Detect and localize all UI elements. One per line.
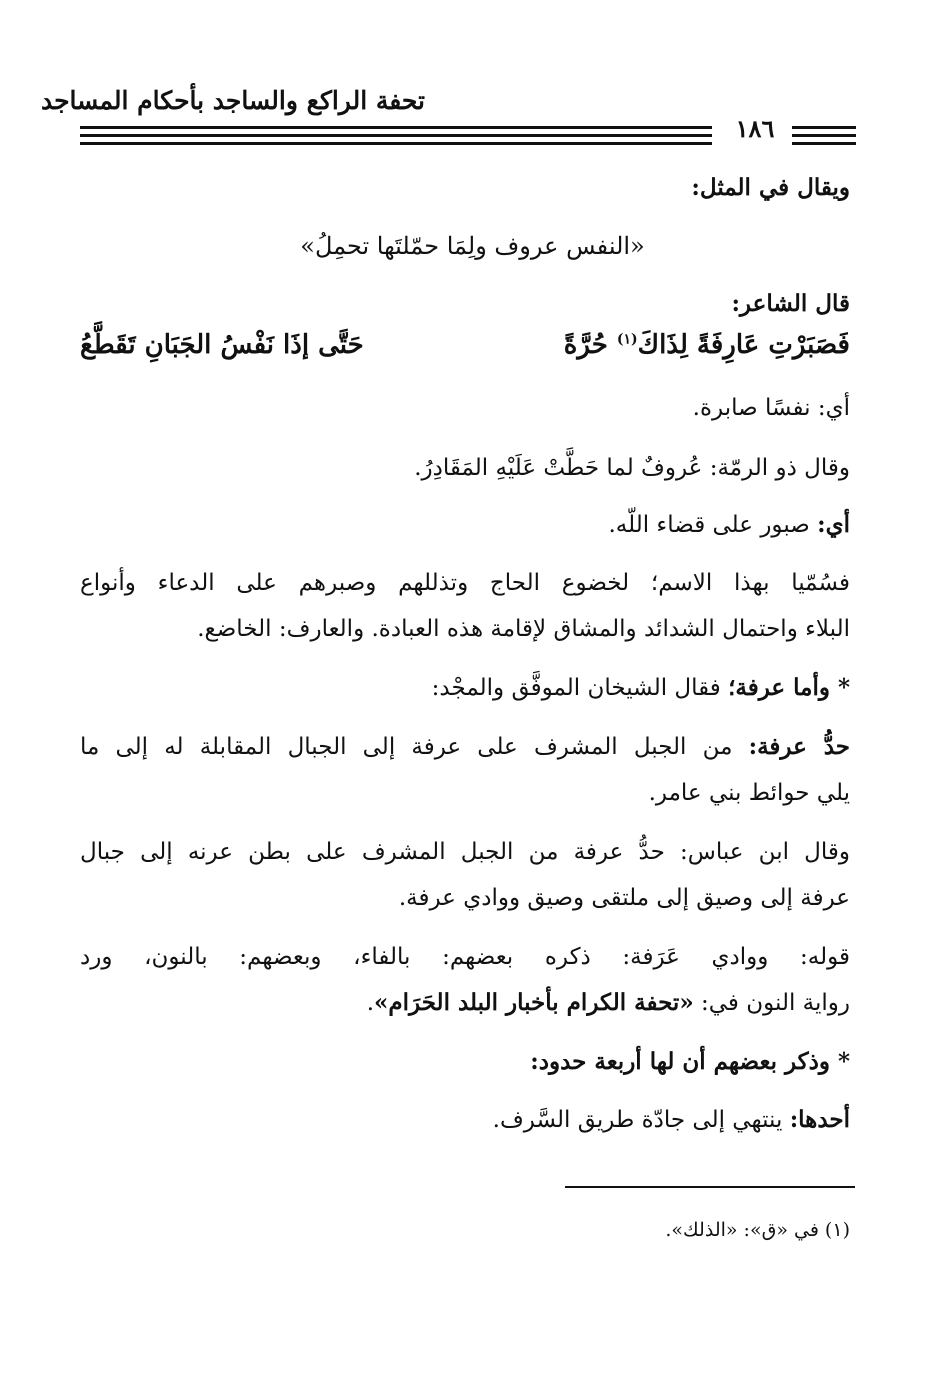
- verse-second-hemistich: حَتَّى إذَا نَفْسُ الجَبَانِ تَقَطَّعُ: [80, 330, 364, 360]
- poem-verse: [80, 330, 850, 374]
- verse-first-hemistich: فَصَبَرْتِ عَارِفَةً لِذَاكَ$^{(١)}$ حُرَّةً: [563, 330, 850, 360]
- paragraph-line: وقال ابن عباس: حدُّ عرفة من الجبل المشرف على بطن عرنه إلى جبال: [80, 839, 850, 865]
- header-rule: [792, 142, 856, 145]
- paragraph-line: حدُّ عرفة: من الجبل المشرف على عرفة إلى الجبال المقابلة له إلى ما: [80, 733, 850, 760]
- header-rule: [792, 126, 856, 129]
- footnote-rule: [565, 1186, 855, 1188]
- heading-poet: قال الشاعر:: [731, 290, 850, 317]
- paragraph-line: البلاء واحتمال الشدائد والمشاق لإقامة هذه العبادة. والعارف: الخاضع.: [197, 616, 850, 642]
- paragraph-line: قوله: ووادي عَرَفة: ذكره بعضهم: بالفاء، وبعضهم: بالنون، ورد: [80, 944, 850, 970]
- paragraph-line: * وأما عرفة؛ فقال الشيخان الموفَّق والمجْد:: [431, 674, 850, 701]
- paragraph-line: يلي حوائط بني عامر.: [648, 780, 850, 806]
- paragraph-line: أحدها: ينتهي إلى جادّة طريق السَّرف.: [492, 1106, 850, 1133]
- paragraph-line: عرفة إلى وصيق إلى ملتقى وصيق ووادي عرفة.: [398, 885, 850, 911]
- paragraph-line: وقال ذو الرمّة: عُروفٌ لما حَطَّتْ عَلَيْهِ المَقَادِرُ.: [414, 455, 850, 481]
- running-header-title: تحفة الراكع والساجد بأحكام المساجد: [40, 86, 425, 115]
- paragraph-line: أي: نفسًا صابرة.: [692, 395, 850, 421]
- footnote-marker[interactable]: (١): [616, 331, 638, 348]
- header-rule: [792, 134, 856, 137]
- header-rule: [80, 126, 712, 129]
- heading-proverb: ويقال في المثل:: [691, 174, 850, 201]
- header-rule: [80, 134, 712, 137]
- book-title: «تحفة الكرام بأخبار البلد الحَرَام»: [374, 989, 694, 1016]
- paragraph-line: رواية النون في: «تحفة الكرام بأخبار البلد الحَرَام».: [366, 989, 850, 1016]
- page-number: ١٨٦: [722, 114, 788, 143]
- header-rule: [80, 142, 712, 145]
- paragraph-line: أي: صبور على قضاء اللّه.: [608, 511, 850, 538]
- footnote: (١) في «ق»: «الذلك».: [665, 1219, 850, 1241]
- paragraph-line: * وذكر بعضهم أن لها أربعة حدود:: [530, 1048, 850, 1075]
- paragraph-line: فسُمّيا بهذا الاسم؛ لخضوع الحاج وتذللهم وصبرهم على الدعاء وأنواع: [80, 570, 850, 596]
- proverb-quote: «النفس عروف ولِمَا حمّلتَها تحمِلُ»: [300, 232, 645, 260]
